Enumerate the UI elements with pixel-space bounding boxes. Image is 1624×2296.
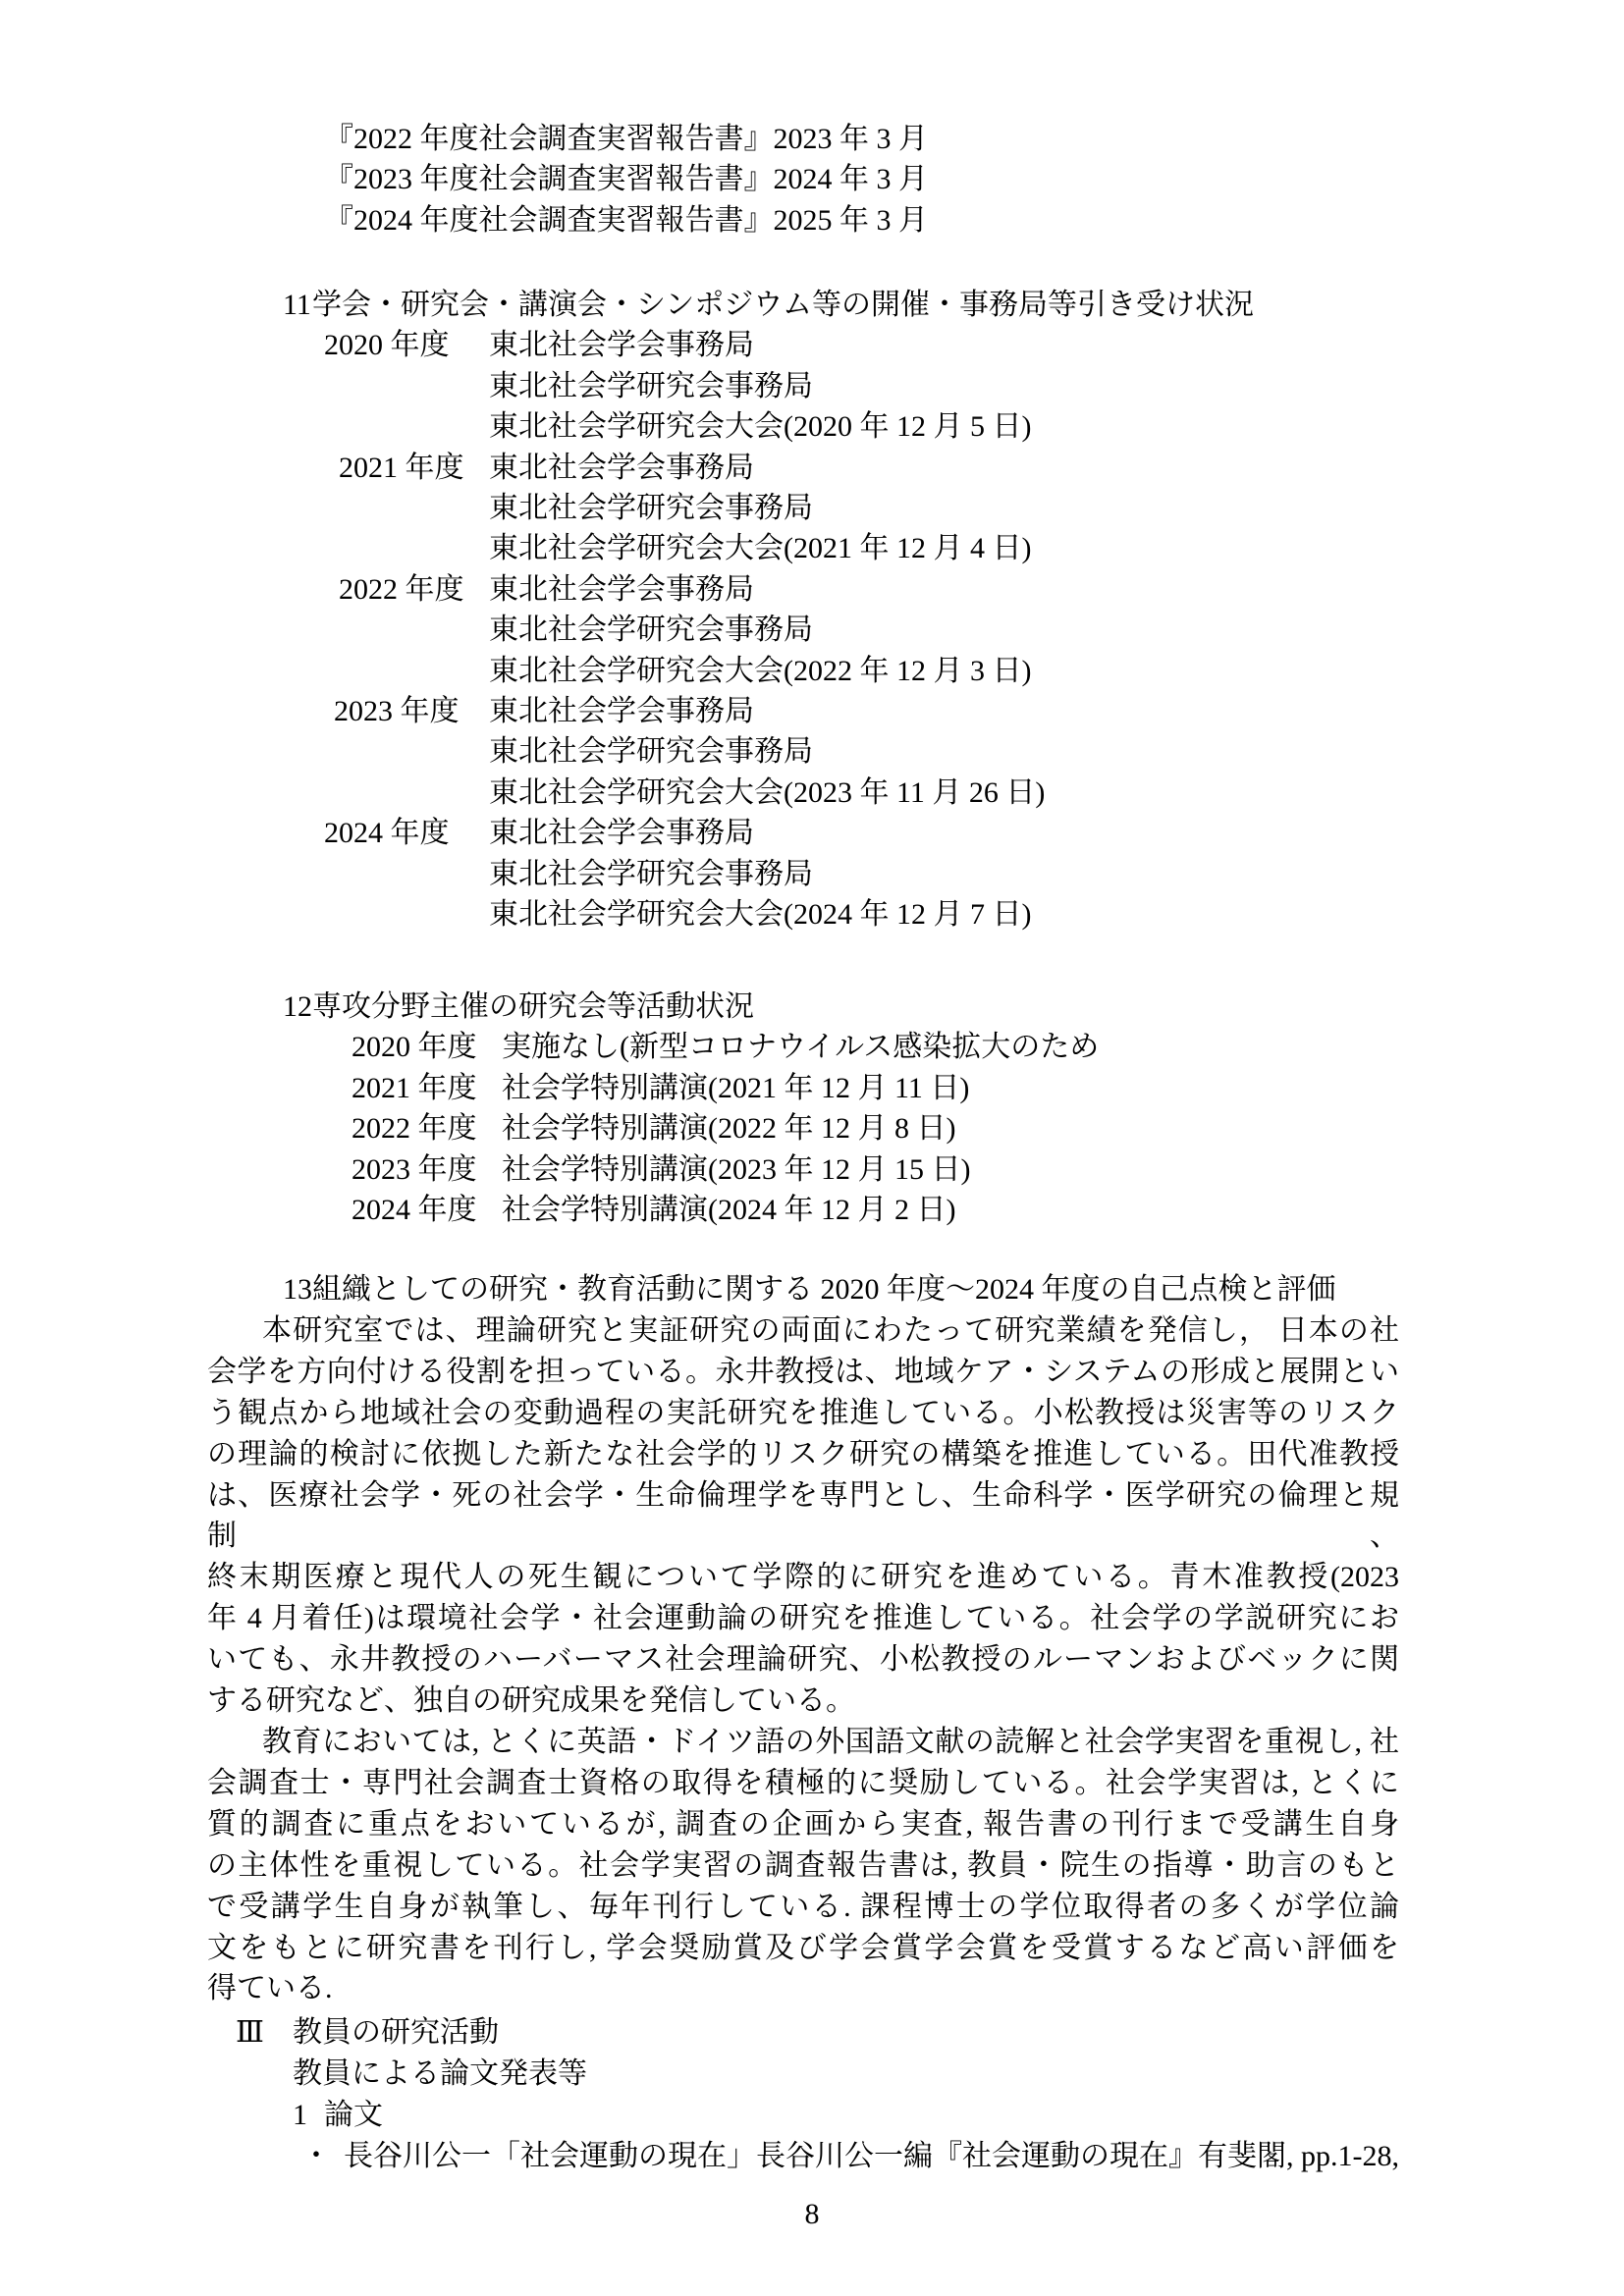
fiscal-year-row [0,1108,1624,1148]
fiscal-year-row [0,1068,1624,1108]
org-name: 東北社会学研究会大会(2020 年 12 月 5 日) [489,410,1032,444]
fiscal-year: 2020 年度 [352,1031,477,1064]
paragraph-line: 教育においては, とくに英語・ドイツ語の外国語文献の読解と社会学実習を重視し, 社 [262,1725,1399,1758]
org-name: 東北社会学研究会大会(2022 年 12 月 3 日) [489,654,1032,687]
org-name: 東北社会学研究会大会(2023 年 11 月 26 日) [489,775,1046,809]
org-name: 東北社会学研究会事務局 [489,369,813,402]
bullet-marker: ・ [301,2140,331,2172]
report-item: 『2022 年度社会調査実習報告書』2023 年 3 月 [324,123,928,155]
publication-text: 長谷川公一「社会運動の現在」長谷川公一編『社会運動の現在』有斐閣, pp.1-28, [344,2140,1399,2172]
org-name: 東北社会学研究会大会(2024 年 12 月 7 日) [489,898,1032,932]
report-item: 『2023 年度社会調査実習報告書』2024 年 3 月 [324,163,928,196]
paragraph-line: 年 4 月着任)は環境社会学・社会運動論の研究を推進している。社会学の学説研究にお [207,1602,1399,1635]
fiscal-year-row [0,325,1624,365]
section-13-heading [0,1269,1624,1310]
org-name: 東北社会学研究会事務局 [489,492,813,525]
org-name: 東北社会学研究会事務局 [489,857,813,890]
fiscal-year: 2024 年度 [352,1194,477,1227]
section-3-subheading: 教員による論文発表等 [293,2057,587,2090]
section-13 [0,1269,1624,2009]
org-name: 東北社会学会事務局 [489,572,754,606]
activity: 社会学特別講演(2022 年 12 月 8 日) [502,1112,956,1146]
activity: 実施なし(新型コロナウイルス感染拡大のため [502,1031,1100,1064]
org-name: 東北社会学研究会大会(2021 年 12 月 4 日) [489,532,1032,565]
paragraph-line: う観点から地域社会の変動過程の実託研究を推進している。小松教授は災害等のリスク [207,1396,1399,1429]
report-item: 『2024 年度社会調査実習報告書』2025 年 3 月 [324,203,928,237]
paragraph-line: 会学を方向付ける役割を担っている。永井教授は、地域ケア・システムの形成と展開とい [207,1355,1399,1388]
fiscal-year-row [0,1149,1624,1190]
paragraph-line: は、医療社会学・死の社会学・生命倫理学を専門とし、生命科学・医学研究の倫理と規制、 [207,1478,1399,1553]
paragraph-line: の理論的検討に依拠した新たな社会学的リスク研究の構築を推進している。田代准教授 [207,1437,1399,1470]
item-number: 1 [293,2099,307,2131]
paragraph-line: 本研究室では、理論研究と実証研究の両面にわたって研究業績を発信し， 日本の社 [262,1313,1399,1347]
fiscal-year: 2022 年度 [339,572,464,606]
org-name: 東北社会学会事務局 [489,695,754,728]
paragraph-line: 文をもとに研究書を刊行し, 学会奨励賞及び学会賞学会賞を受賞するなど高い評価を [207,1931,1399,1964]
fiscal-year-row [0,1190,1624,1230]
fiscal-year: 2021 年度 [352,1071,477,1104]
section-12-heading [0,987,1624,1027]
paragraph-line: で受講学生自身が執筆し、毎年刊行している. 課程博士の学位取得者の多くが学位論 [207,1890,1399,1923]
fiscal-year-row [0,448,1624,488]
fiscal-year: 2023 年度 [334,695,460,728]
org-name: 東北社会学研究会事務局 [489,735,813,769]
section-title: 学会・研究会・講演会・シンポジウム等の開催・事務局等引き受け状況 [312,289,1254,321]
fiscal-year-row [0,813,1624,853]
section-11-heading [0,285,1624,325]
section-3-roman [0,2012,1624,2177]
fiscal-year: 2024 年度 [324,817,450,850]
section-number: 11 [283,289,311,321]
page-number: 8 [804,2198,820,2230]
fiscal-year: 2021 年度 [339,451,464,484]
section-12 [0,987,1624,1230]
section-title: 教員の研究活動 [293,2016,499,2049]
self-evaluation-paragraph-2 [207,1722,1399,2009]
activity: 社会学特別講演(2023 年 12 月 15 日) [502,1152,971,1186]
paragraph-line: 得ている. [207,1972,333,2005]
section-roman-number: Ⅲ [236,2016,264,2049]
paragraph-line: いても、永井教授のハーバーマス社会理論研究、小松教授のルーマンおよびベックに関 [207,1643,1399,1677]
activity: 社会学特別講演(2021 年 12 月 11 日) [502,1071,970,1104]
paragraph-line: 会調査士・専門社会調査士資格の取得を積極的に奨励している。社会学実習は, とくに [207,1766,1399,1799]
section-11 [0,285,1624,935]
org-name: 東北社会学会事務局 [489,817,754,850]
section-number: 13 [283,1273,312,1306]
report-list [324,119,1624,240]
org-name: 東北社会学研究会事務局 [489,614,813,647]
org-name: 東北社会学会事務局 [489,329,754,362]
fiscal-year: 2020 年度 [324,329,450,362]
section-title: 組織としての研究・教育活動に関する 2020 年度～2024 年度の自己点検と評価 [312,1273,1336,1306]
publication-entry [0,2136,1624,2177]
paragraph-line: 質的調査に重点をおいているが, 調査の企画から実査, 報告書の刊行まで受講生自身 [207,1807,1399,1841]
fiscal-year: 2022 年度 [352,1112,477,1146]
fiscal-year: 2023 年度 [352,1152,477,1186]
self-evaluation-paragraph-1 [207,1310,1399,1722]
list-item-heading [0,2095,1624,2136]
section-3-heading [0,2012,1624,2054]
activity: 社会学特別講演(2024 年 12 月 2 日) [502,1194,956,1227]
paragraph-line: 終末期医療と現代人の死生観について学際的に研究を進めている。青木准教授(2023 [207,1561,1399,1594]
paragraph-line: する研究など、独自の研究成果を発信している。 [207,1684,855,1718]
fiscal-year-row [0,1027,1624,1067]
paragraph-line: の主体性を重視している。社会学実習の調査報告書は, 教員・院生の指導・助言のもと [207,1848,1399,1882]
fiscal-year-row [0,569,1624,610]
section-number: 12 [283,990,312,1023]
fiscal-year-row [0,691,1624,731]
section-title: 専攻分野主催の研究会等活動状況 [312,990,754,1023]
org-name: 東北社会学会事務局 [489,451,754,484]
item-title: 論文 [324,2099,383,2131]
